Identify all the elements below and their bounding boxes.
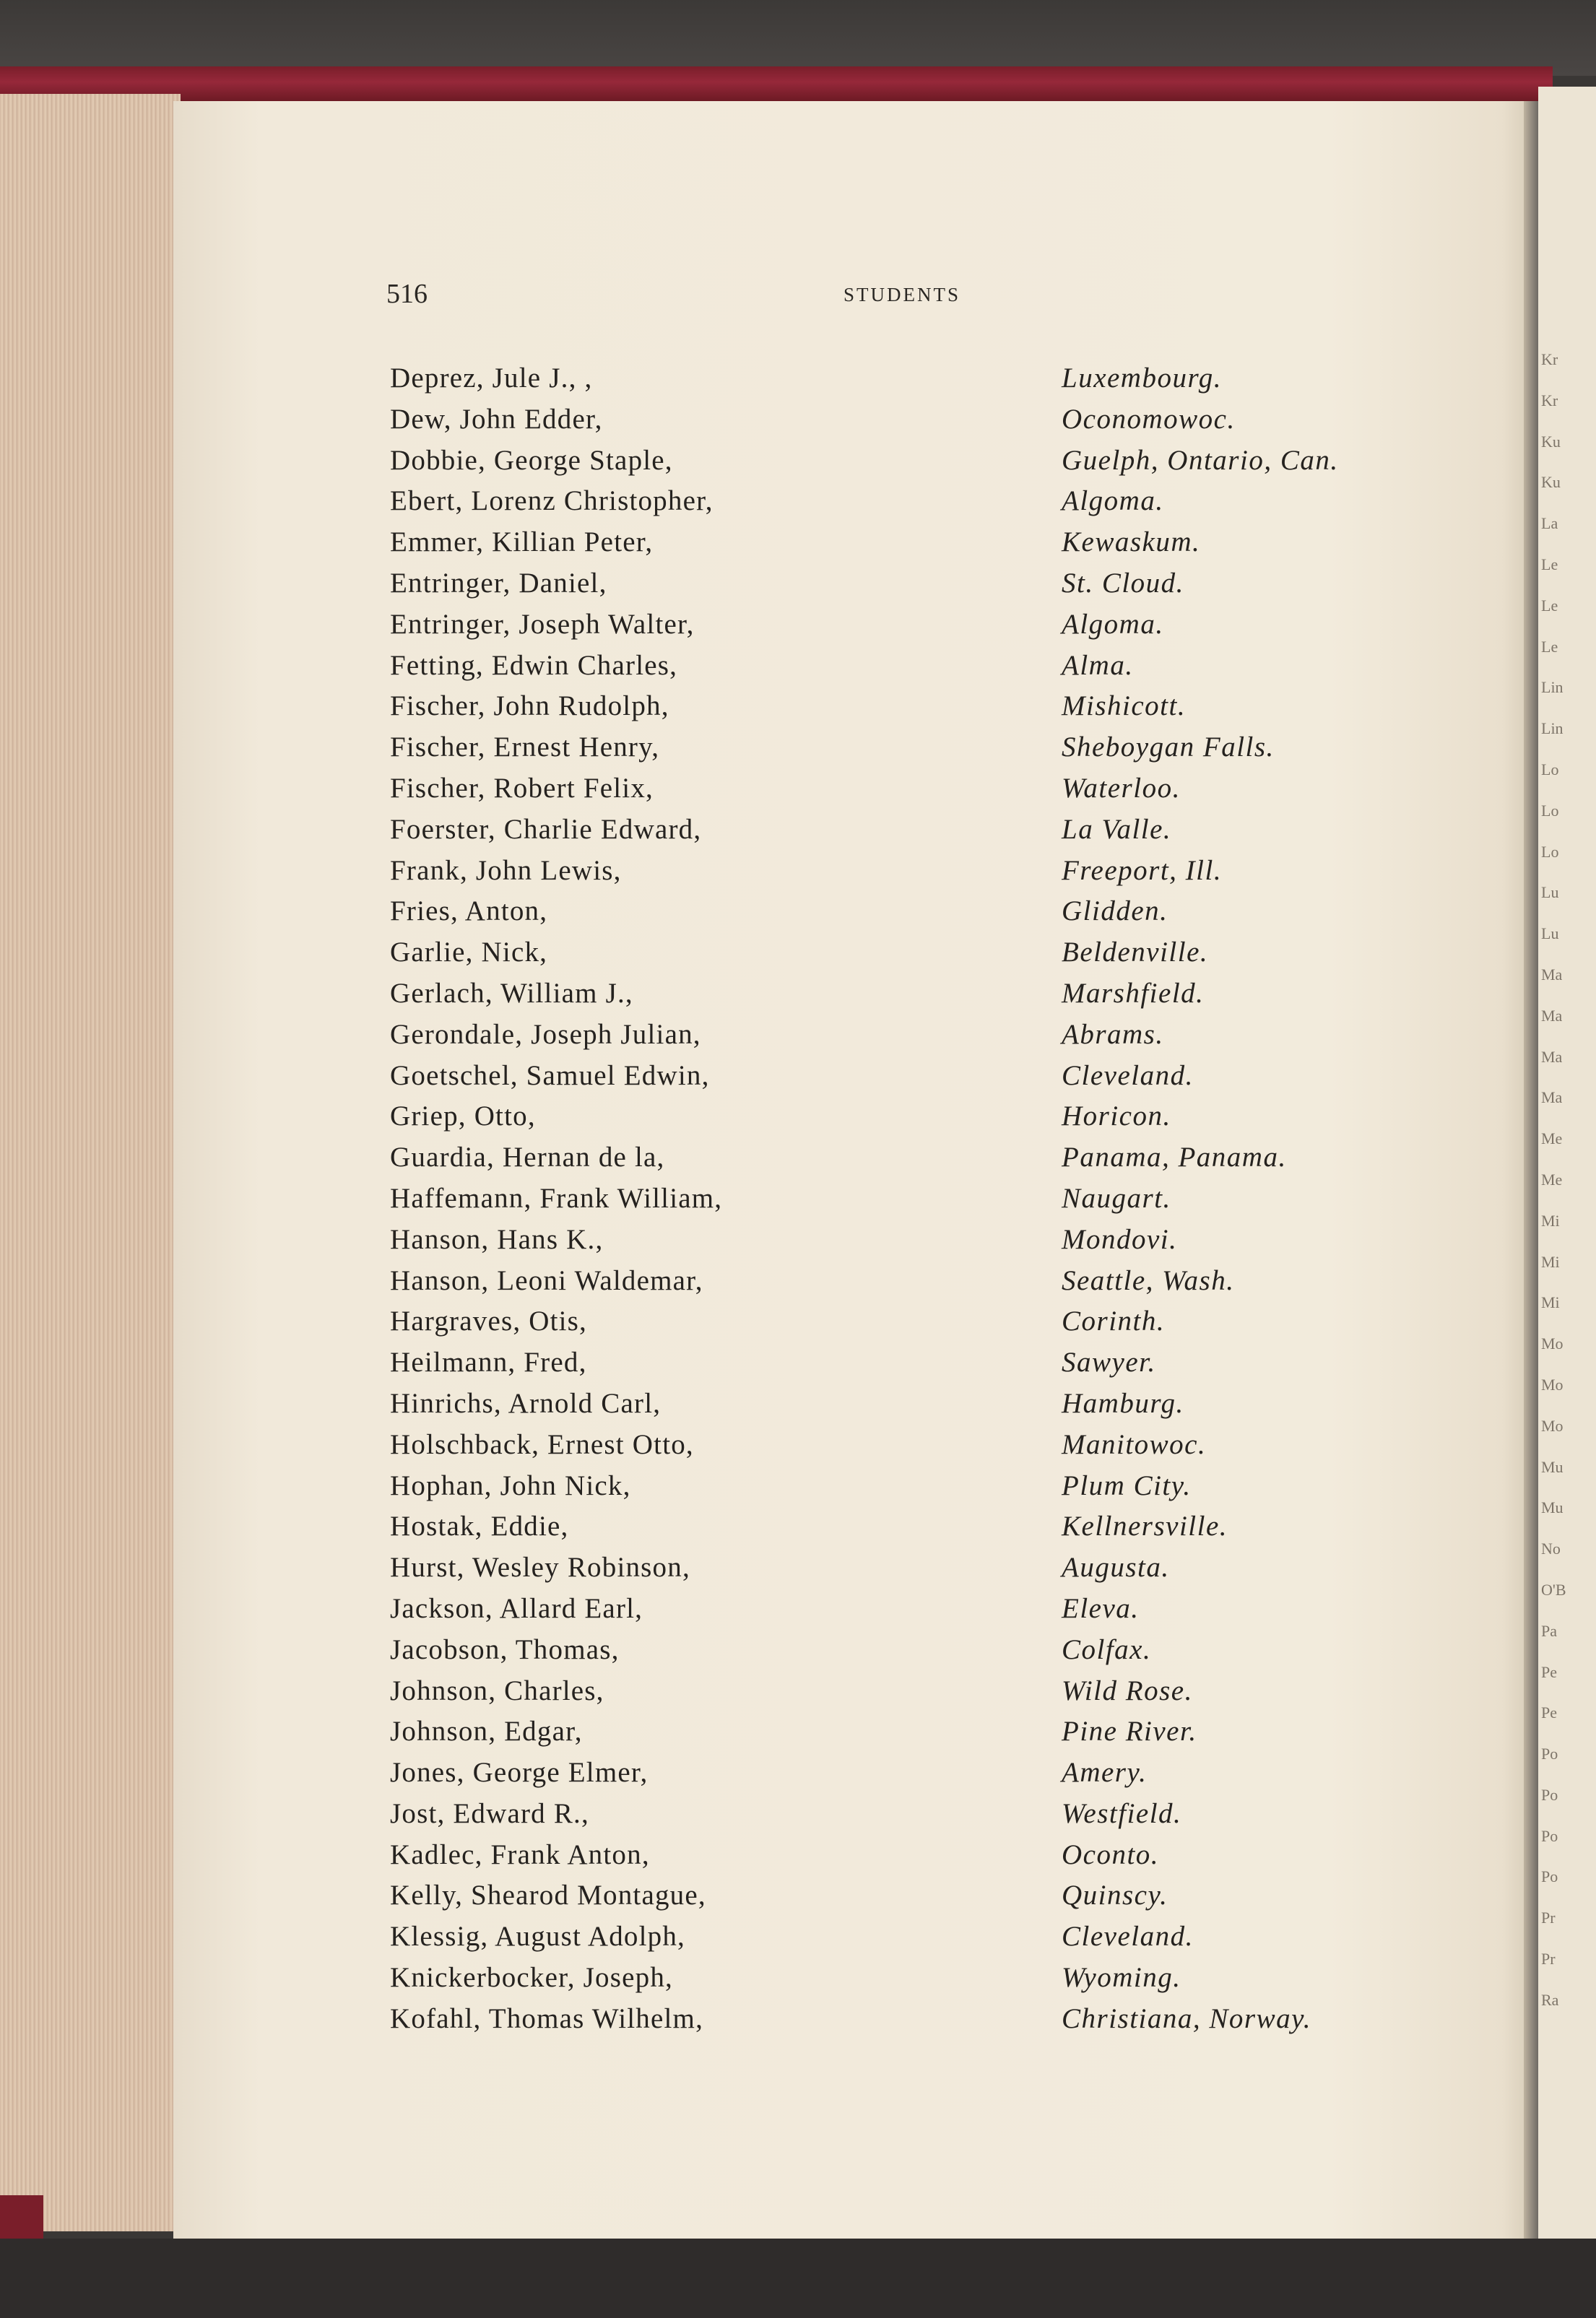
facing-page-fragment: Po — [1541, 1826, 1558, 1845]
facing-page-fragment: Me — [1541, 1170, 1563, 1189]
student-hometown: Hamburg. — [1062, 1387, 1184, 1419]
student-row — [390, 399, 1488, 440]
student-row — [390, 727, 1488, 768]
student-row — [390, 973, 1488, 1015]
student-row — [390, 1917, 1488, 1958]
student-row — [390, 1220, 1488, 1261]
facing-page-fragment: Le — [1541, 637, 1558, 656]
facing-page-fragment: Pe — [1541, 1662, 1557, 1681]
facing-page-fragment: Mu — [1541, 1498, 1564, 1517]
student-hometown: Sawyer. — [1062, 1347, 1156, 1379]
student-list — [390, 358, 1488, 2040]
student-hometown: Panama, Panama. — [1062, 1142, 1287, 1173]
student-hometown: La Valle. — [1062, 813, 1172, 845]
facing-page-fragment: Mi — [1541, 1211, 1560, 1230]
student-hometown: Oconomowoc. — [1062, 403, 1236, 435]
facing-page-fragment: Lo — [1541, 760, 1559, 778]
student-hometown: Algoma. — [1062, 485, 1164, 517]
student-hometown: Westfield. — [1062, 1797, 1182, 1829]
student-hometown: Augusta. — [1062, 1552, 1170, 1584]
facing-page-fragment: Pr — [1541, 1950, 1556, 1968]
student-hometown: Guelph, Ontario, Can. — [1062, 444, 1339, 476]
student-hometown: Mondovi. — [1062, 1223, 1178, 1255]
facing-page-fragment: Pa — [1541, 1621, 1557, 1640]
student-row — [390, 1671, 1488, 1712]
student-hometown: Beldenville. — [1062, 937, 1209, 968]
background-bottom — [0, 2239, 1596, 2318]
student-name: Fischer, John Rudolph, — [390, 690, 669, 722]
student-name: Dobbie, George Staple, — [390, 444, 673, 476]
facing-page-fragment: Ku — [1541, 473, 1561, 492]
student-name: Ebert, Lorenz Christopher, — [390, 485, 714, 517]
student-name: Hanson, Leoni Waldemar, — [390, 1264, 703, 1296]
student-hometown: Naugart. — [1062, 1182, 1171, 1214]
student-name: Emmer, Killian Peter, — [390, 526, 654, 558]
facing-page-fragment: Ma — [1541, 1047, 1563, 1066]
student-row — [390, 1875, 1488, 1917]
student-row — [390, 1835, 1488, 1876]
student-hometown: Wild Rose. — [1062, 1675, 1193, 1706]
student-hometown: Cleveland. — [1062, 1921, 1194, 1953]
student-row — [390, 1999, 1488, 2040]
student-row — [390, 686, 1488, 727]
student-name: Gerlach, William J., — [390, 977, 633, 1009]
student-hometown: Seattle, Wash. — [1062, 1264, 1235, 1296]
facing-page-fragment: Ra — [1541, 1990, 1559, 2009]
running-head: STUDENTS — [843, 284, 961, 305]
facing-page-fragment: Lo — [1541, 842, 1559, 861]
student-hometown: Luxembourg. — [1062, 363, 1222, 394]
student-hometown: Quinscy. — [1062, 1880, 1168, 1911]
student-row — [390, 809, 1488, 851]
student-row — [390, 1301, 1488, 1342]
student-hometown: Glidden. — [1062, 895, 1168, 927]
facing-page-fragment: Lo — [1541, 801, 1559, 820]
facing-page-fragment: Ma — [1541, 1088, 1563, 1107]
student-name: Entringer, Joseph Walter, — [390, 608, 695, 640]
student-row — [390, 604, 1488, 646]
student-row — [390, 563, 1488, 604]
student-name: Jost, Edward R., — [390, 1797, 589, 1829]
book-gutter — [1524, 101, 1538, 2239]
background-top — [0, 0, 1596, 76]
student-row — [390, 932, 1488, 973]
student-name: Johnson, Charles, — [390, 1675, 604, 1706]
student-row — [390, 1506, 1488, 1547]
student-name: Hinrichs, Arnold Carl, — [390, 1387, 662, 1419]
facing-page-fragment: Mo — [1541, 1416, 1564, 1435]
student-name: Dew, John Edder, — [390, 403, 603, 435]
page-number: 516 — [386, 279, 428, 309]
student-hometown: Pine River. — [1062, 1716, 1197, 1748]
student-name: Kelly, Shearod Montague, — [390, 1880, 706, 1911]
facing-page-fragment: Po — [1541, 1867, 1558, 1886]
student-name: Fries, Anton, — [390, 895, 548, 927]
page-edges — [0, 94, 181, 2231]
student-name: Klessig, August Adolph, — [390, 1921, 685, 1953]
student-hometown: Kewaskum. — [1062, 526, 1201, 558]
student-name: Kadlec, Frank Anton, — [390, 1839, 650, 1870]
student-name: Fetting, Edwin Charles, — [390, 649, 678, 681]
student-row — [390, 1711, 1488, 1753]
facing-page-fragment: Ma — [1541, 1006, 1563, 1025]
student-hometown: Waterloo. — [1062, 772, 1181, 804]
student-hometown: Horicon. — [1062, 1101, 1171, 1132]
student-row — [390, 768, 1488, 809]
student-row — [390, 851, 1488, 892]
student-name: Fischer, Robert Felix, — [390, 772, 654, 804]
facing-page-fragment: Mi — [1541, 1293, 1560, 1312]
student-name: Hanson, Hans K., — [390, 1223, 604, 1255]
facing-page-fragment: Mo — [1541, 1375, 1564, 1394]
student-name: Hargraves, Otis, — [390, 1306, 588, 1337]
student-row — [390, 1342, 1488, 1384]
student-hometown: Alma. — [1062, 649, 1134, 681]
student-hometown: Sheboygan Falls. — [1062, 732, 1275, 763]
student-name: Jackson, Allard Earl, — [390, 1592, 643, 1624]
student-row — [390, 1794, 1488, 1835]
facing-page-fragment: Lin — [1541, 678, 1564, 697]
student-name: Knickerbocker, Joseph, — [390, 1962, 673, 1994]
student-name: Kofahl, Thomas Wilhelm, — [390, 2002, 704, 2034]
student-name: Garlie, Nick, — [390, 937, 548, 968]
student-hometown: Cleveland. — [1062, 1059, 1194, 1091]
student-hometown: Plum City. — [1062, 1470, 1192, 1501]
student-name: Goetschel, Samuel Edwin, — [390, 1059, 710, 1091]
student-row — [390, 1753, 1488, 1794]
student-hometown: Freeport, Ill. — [1062, 854, 1223, 886]
student-row — [390, 1547, 1488, 1589]
facing-page-fragment: Po — [1541, 1745, 1558, 1763]
student-hometown: Colfax. — [1062, 1633, 1152, 1665]
student-hometown: Amery. — [1062, 1757, 1148, 1789]
student-name: Frank, John Lewis, — [390, 854, 622, 886]
student-hometown: Manitowoc. — [1062, 1428, 1207, 1460]
student-row — [390, 646, 1488, 687]
student-hometown: St. Cloud. — [1062, 567, 1184, 599]
facing-page-edge — [1538, 87, 1596, 2253]
facing-page-fragment: Le — [1541, 596, 1558, 615]
student-name: Entringer, Daniel, — [390, 567, 607, 599]
student-name: Guardia, Hernan de la, — [390, 1142, 665, 1173]
facing-page-fragment: La — [1541, 514, 1558, 533]
facing-page-fragment: Mo — [1541, 1334, 1564, 1353]
student-row — [390, 358, 1488, 399]
student-hometown: Christiana, Norway. — [1062, 2002, 1311, 2034]
student-row — [390, 1384, 1488, 1425]
facing-page-fragment: Kr — [1541, 391, 1558, 409]
facing-page-fragment: Le — [1541, 555, 1558, 573]
student-row — [390, 1958, 1488, 1999]
student-row — [390, 1178, 1488, 1220]
student-row — [390, 1015, 1488, 1056]
student-name: Hurst, Wesley Robinson, — [390, 1552, 690, 1584]
facing-page-fragment: Po — [1541, 1785, 1558, 1804]
student-hometown: Oconto. — [1062, 1839, 1160, 1870]
student-hometown: Algoma. — [1062, 608, 1164, 640]
student-name: Griep, Otto, — [390, 1101, 536, 1132]
student-name: Foerster, Charlie Edward, — [390, 813, 702, 845]
student-name: Jacobson, Thomas, — [390, 1633, 620, 1665]
facing-page-fragment: Pe — [1541, 1703, 1557, 1722]
student-hometown: Wyoming. — [1062, 1962, 1181, 1994]
student-row — [390, 1096, 1488, 1137]
facing-page-fragment: O'B — [1541, 1580, 1566, 1599]
student-hometown: Marshfield. — [1062, 977, 1205, 1009]
student-row — [390, 481, 1488, 522]
student-hometown: Kellnersville. — [1062, 1511, 1228, 1542]
student-row — [390, 1056, 1488, 1097]
facing-page-fragment: Lu — [1541, 883, 1559, 902]
student-name: Gerondale, Joseph Julian, — [390, 1018, 701, 1050]
student-name: Deprez, Jule J., , — [390, 363, 593, 394]
student-row — [390, 1261, 1488, 1302]
student-name: Hophan, John Nick, — [390, 1470, 631, 1501]
student-name: Holschback, Ernest Otto, — [390, 1428, 694, 1460]
student-hometown: Corinth. — [1062, 1306, 1166, 1337]
facing-page-fragment: Kr — [1541, 350, 1558, 368]
facing-page-fragment: Lin — [1541, 719, 1564, 738]
student-row — [390, 1137, 1488, 1178]
facing-page-fragment: Me — [1541, 1129, 1563, 1148]
student-name: Johnson, Edgar, — [390, 1716, 583, 1748]
student-name: Fischer, Ernest Henry, — [390, 732, 660, 763]
facing-page-fragment: Mi — [1541, 1252, 1560, 1271]
student-row — [390, 1425, 1488, 1466]
student-row — [390, 1466, 1488, 1507]
student-row — [390, 891, 1488, 932]
facing-page-fragment: Ku — [1541, 432, 1561, 451]
student-row — [390, 1630, 1488, 1671]
facing-page-fragment: No — [1541, 1540, 1561, 1558]
student-hometown: Eleva. — [1062, 1592, 1140, 1624]
student-name: Haffemann, Frank William, — [390, 1182, 723, 1214]
facing-page-fragments — [1538, 339, 1566, 2021]
student-row — [390, 440, 1488, 482]
book-cover-edge — [0, 66, 1553, 101]
student-row — [390, 522, 1488, 563]
page-header — [386, 278, 1542, 321]
student-row — [390, 1589, 1488, 1630]
student-name: Jones, George Elmer, — [390, 1757, 649, 1789]
student-name: Hostak, Eddie, — [390, 1511, 569, 1542]
student-name: Heilmann, Fred, — [390, 1347, 587, 1379]
facing-page-fragment: Mu — [1541, 1457, 1564, 1476]
student-hometown: Abrams. — [1062, 1018, 1164, 1050]
facing-page-fragment: Ma — [1541, 965, 1563, 984]
student-hometown: Mishicott. — [1062, 690, 1187, 722]
facing-page-fragment: Lu — [1541, 924, 1559, 943]
facing-page-fragment: Pr — [1541, 1909, 1556, 1927]
